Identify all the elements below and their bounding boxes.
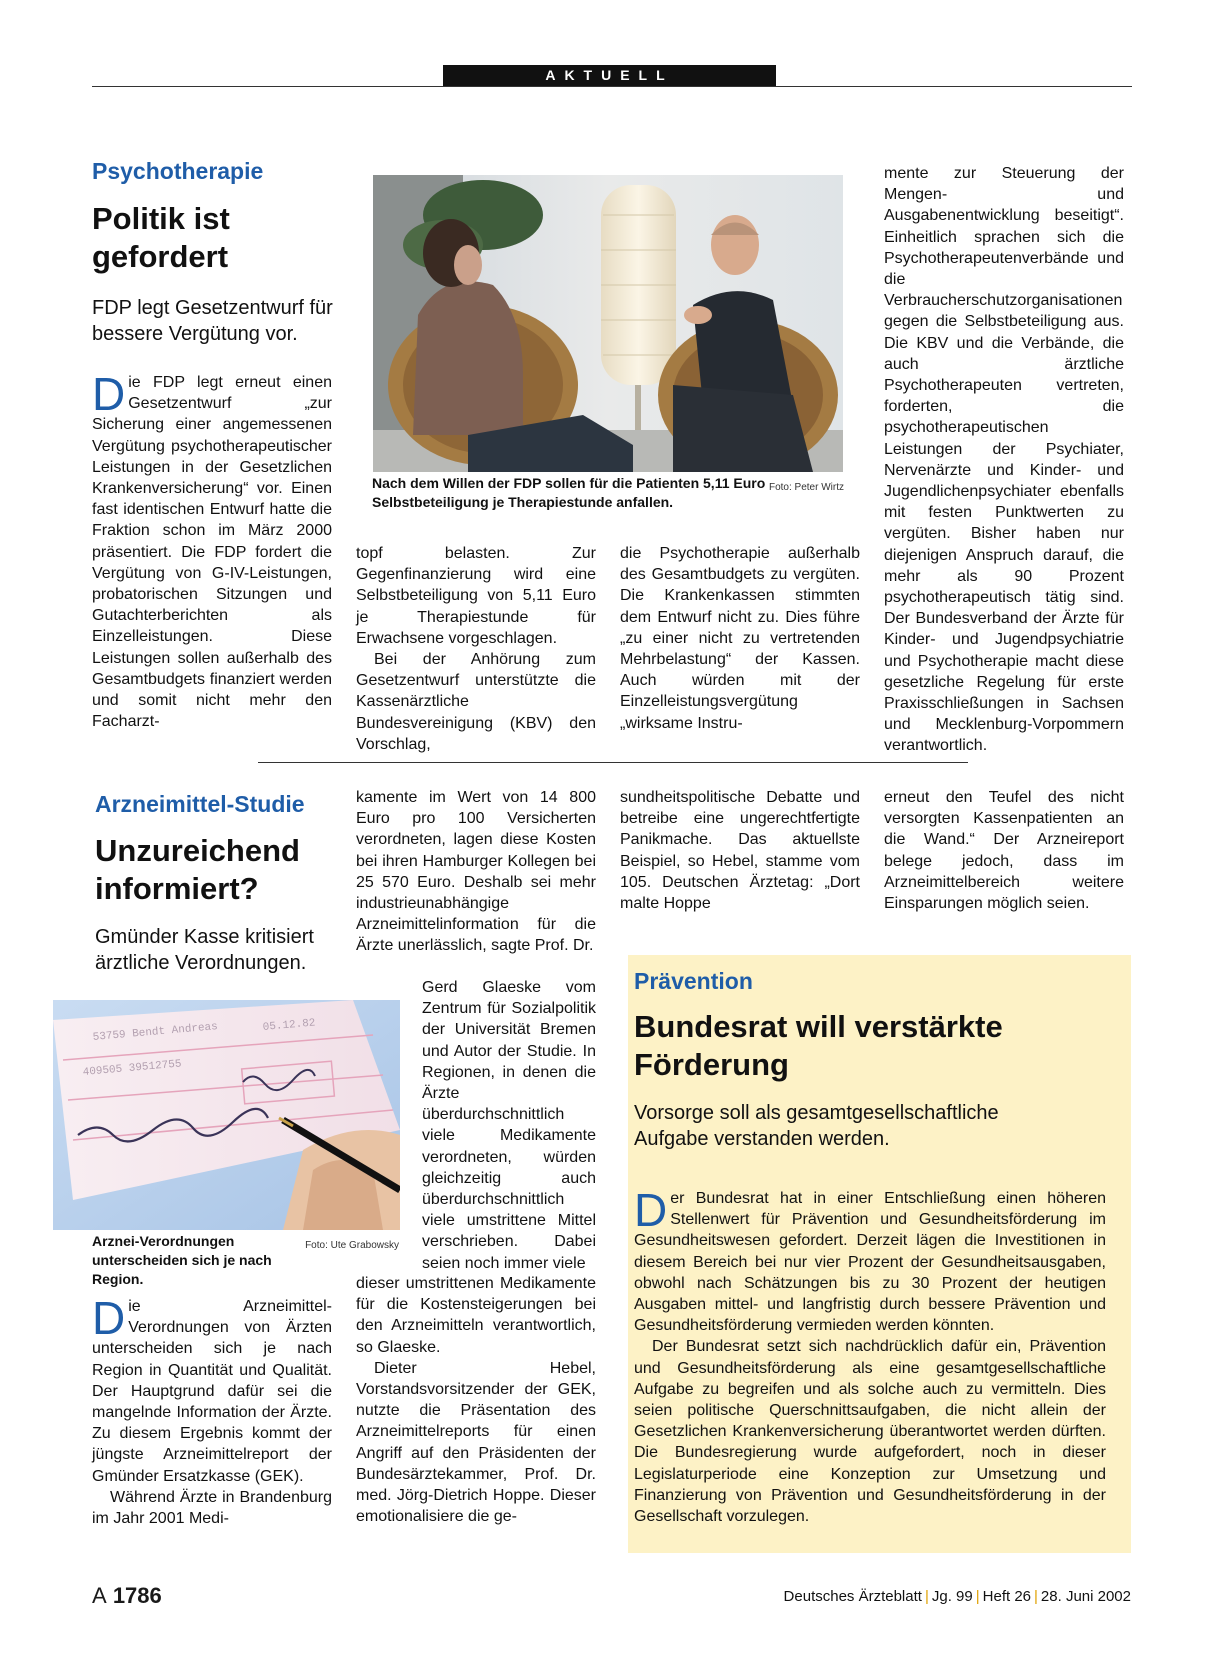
article2-headline: Unzureichend informiert?	[95, 833, 300, 906]
article2-kicker: Arzneimittel-Studie	[95, 791, 305, 817]
page-prefix: A	[92, 1583, 107, 1608]
volume: Jg. 99	[931, 1588, 973, 1605]
article2-col2-paragraph: dieser umstrittenen Medikamente für die Kostensteigerungen bei den Arzneimitteln verantwortlich, so Glaeske.	[356, 1275, 596, 1356]
dropcap: D	[92, 368, 126, 420]
article3-p1: er Bundesrat hat in einer Entschließung einen höheren Stellenwert für Prävention und Gesundheitsförderung im Gesundheitswesen gefordert. Derzeit lägen die Investitionen in diesem Bereich bei nur vier Prozent der Gesundheitsausgaben, obwohl nach Schätzungen bis zu 30 Prozent der heutigen Ausgaben mittel- und langfristig durch bessere Prävention und Gesundheitsförderung vermieden werden könnten.	[634, 1190, 1106, 1335]
photo1-credit: Foto: Peter Wirtz	[768, 482, 844, 493]
dropcap: D	[92, 1292, 126, 1344]
article2-deck: Gmünder Kasse kritisiert ärztliche Verordnungen.	[95, 926, 314, 974]
article2-column-1	[92, 1292, 332, 1529]
prescription-photo	[53, 1000, 400, 1230]
photo2-caption	[92, 1232, 399, 1289]
article1-col2-paragraph: topf belasten. Zur Gegenfinanzierung wird eine Selbstbeteiligung von 5,11 Euro je Therapiestunde für Erwachsene vorgeschlagen.	[356, 545, 596, 647]
photo1-caption-text: Nach dem Willen der FDP sollen für die Patienten 5,11 Euro Selbstbeteiligung je Therapiestunde anfallen.	[372, 475, 766, 510]
article3-body	[634, 1184, 1106, 1527]
photo2-caption-text: Arznei-Verordnungen unterscheiden sich je nach Region.	[92, 1233, 272, 1287]
article1-column-2	[356, 543, 596, 755]
page-number-value: 1786	[112, 1583, 162, 1608]
photo2-credit: Foto: Ute Grabowsky	[305, 1240, 399, 1251]
article1-kicker: Psychotherapie	[92, 158, 264, 184]
svg-text:05.12.82: 05.12.82	[262, 1017, 316, 1034]
article1-column-1	[92, 368, 332, 732]
article2-column-2-top: kamente im Wert von 14 800 Euro pro 100 Versicherten verordneten, lagen diese Kosten bei ihren Hamburger Kollegen bei 25 570 Euro. Deshalb sei mehr industrieunabhängige Arzneimittelinformation für die Ärzte unerlässlich, sagte Prof. Dr.	[356, 789, 596, 955]
article2-column-2-bottom	[356, 1273, 596, 1527]
article2-column-2-narrow: Gerd Glaeske vom Zentrum für Sozialpolitik der Universität Bremen und Autor der Studie. In Regionen, in denen die Ärzte überdurchschnittlich viele Medikamente verordneten, würden gleichzeitig auch überdurchschnittlich viele umstrittene Mittel verschrieben. Dabei seien noch immer viele	[422, 979, 596, 1272]
article2-col1-text: ie Arzneimittel-Verordnungen von Ärzten unterscheiden sich je nach Region in Quantität und Qualität. Der Hauptgrund dafür sei die mangelnde Information der Ärzte. Zu diesem Ergebnis kommt der jüngste Arzneimittelreport der Gmünder Ersatzkasse (GEK).	[92, 1298, 332, 1485]
page-number	[92, 1583, 162, 1609]
dropcap: D	[634, 1184, 668, 1236]
article3-kicker: Prävention	[634, 968, 753, 994]
article1-deck: FDP legt Gesetzentwurf für bessere Vergütung vor.	[92, 297, 333, 345]
article3-deck: Vorsorge soll als gesamtgesellschaftliche Aufgabe verstanden werden.	[634, 1102, 999, 1150]
publication-info: Deutsches Ärzteblatt | Jg. 99 | Heft 26 | 28. Juni 2002	[783, 1588, 1131, 1605]
article3-p2: Der Bundesrat setzt sich nachdrücklich dafür ein, Prävention und Gesundheitsförderung als eine gesamtgesellschaftliche Aufgabe zu begreifen und als solche auch zu vermitteln. Dies seien politische Querschnittsaufgaben, die nicht allein der Gesetzlichen Krankenversicherung überantwortet werden dürften. Die Bundesregierung wurde aufgefordert, noch in dieser Legislaturperiode eine Konzeption zur Umsetzung und Finanzierung von Prävention und Gesundheitsförderung in der Gesellschaft vorzulegen.	[634, 1338, 1106, 1526]
header-rule	[92, 86, 1132, 87]
article1-headline: Politik ist gefordert	[92, 201, 230, 274]
journal-name: Deutsches Ärzteblatt	[783, 1588, 922, 1605]
section-divider	[258, 762, 968, 763]
article2-column-3: sundheitspolitische Debatte und betreibe eine ungerechtfertigte Panikmache. Das aktuellste Beispiel, so Hebel, stamme vom 105. Deutschen Ärztetag: „Dort malte Hoppe	[620, 789, 860, 913]
article1-column-4: mente zur Steuerung der Mengen- und Ausgabenentwicklung beseitigt“. Einheitlich sprachen sich die Psychotherapeutenverbände und die Verbraucherschutzorganisationen gegen die Selbstbeteiligung aus. Die KBV und die Verbände, die auch ärztliche Psychotherapeuten vertreten, forderten, die psychotherapeutischen Leistungen der Psychiater, Nervenärzte und Kinder- und Jugendlichenpsychiater ebenfalls mit festen Punktwerten zu vergüten. Bisher haben nur diejenigen Anspruch darauf, die mehr als 90 Prozent psychotherapeutisch tätig sind. Der Bundesverband der Ärzte für Kinder- und Jugendpsychiatrie und Psychotherapie macht diese gesetzliche Regelung für erste Praxisschließungen in Sachsen und Mecklenburg-Vorpommern verantwortlich.	[884, 165, 1124, 755]
article3-headline: Bundesrat will verstärkte Förderung	[634, 1009, 1003, 1082]
article2-col2-paragraph: Dieter Hebel, Vorstandsvorsitzender der GEK, nutzte die Präsentation des Arzneimittelreports für einen Angriff auf den Präsidenten der Bundesärztekammer, Prof. Dr. med. Jörg-Dietrich Hoppe. Dieser emotionalisiere die ge-	[356, 1359, 596, 1526]
photo1-caption	[372, 474, 844, 512]
article1-column-3: die Psychotherapie außerhalb des Gesamtbudgets zu vergüten. Die Krankenkassen stimmten dem Entwurf nicht zu. Dies führe „zu einer nicht zu vertretenden Mehrbelastung“ der Kassen. Auch würden mit der Einzelleistungsvergütung „wirksame Instru-	[620, 545, 860, 732]
svg-text:409505 39512755: 409505 39512755	[82, 1058, 183, 1079]
article2-col1-paragraph: Während Ärzte in Brandenburg im Jahr 2001 Medi-	[92, 1488, 332, 1528]
therapy-session-photo	[373, 175, 843, 472]
issue-date: 28. Juni 2002	[1040, 1588, 1131, 1605]
issue: Heft 26	[982, 1588, 1032, 1605]
article1-col2-paragraph: Bei der Anhörung zum Gesetzentwurf unterstützte die Kassenärztliche Bundesvereinigung (KBV) den Vorschlag,	[356, 651, 596, 753]
article2-column-4: erneut den Teufel des nicht versorgten Kassenpatienten an die Wand.“ Der Arzneireport belege jedoch, dass im Arzneimittelbereich weitere Einsparungen möglich seien.	[884, 789, 1124, 913]
section-tag: AKTUELL	[443, 65, 776, 86]
svg-text:53759 Bendt Andreas: 53759 Bendt Andreas	[92, 1021, 219, 1044]
article1-col1-text: ie FDP legt erneut einen Gesetzentwurf „zur Sicherung einer angemessenen Vergütung psychotherapeutischer Leistungen in der Gesetzlichen Krankenversicherung“ vor. Einen fast identischen Entwurf hatte die Fraktion schon im März 2000 präsentiert. Die FDP fordert die Vergütung von G-IV-Leistungen, probatorischen Sitzungen und Gutachterberichten als Einzelleistungen. Diese Leistungen sollen außerhalb des Gesamtbudgets finanziert werden und somit nicht mehr den Facharzt-	[92, 374, 332, 731]
